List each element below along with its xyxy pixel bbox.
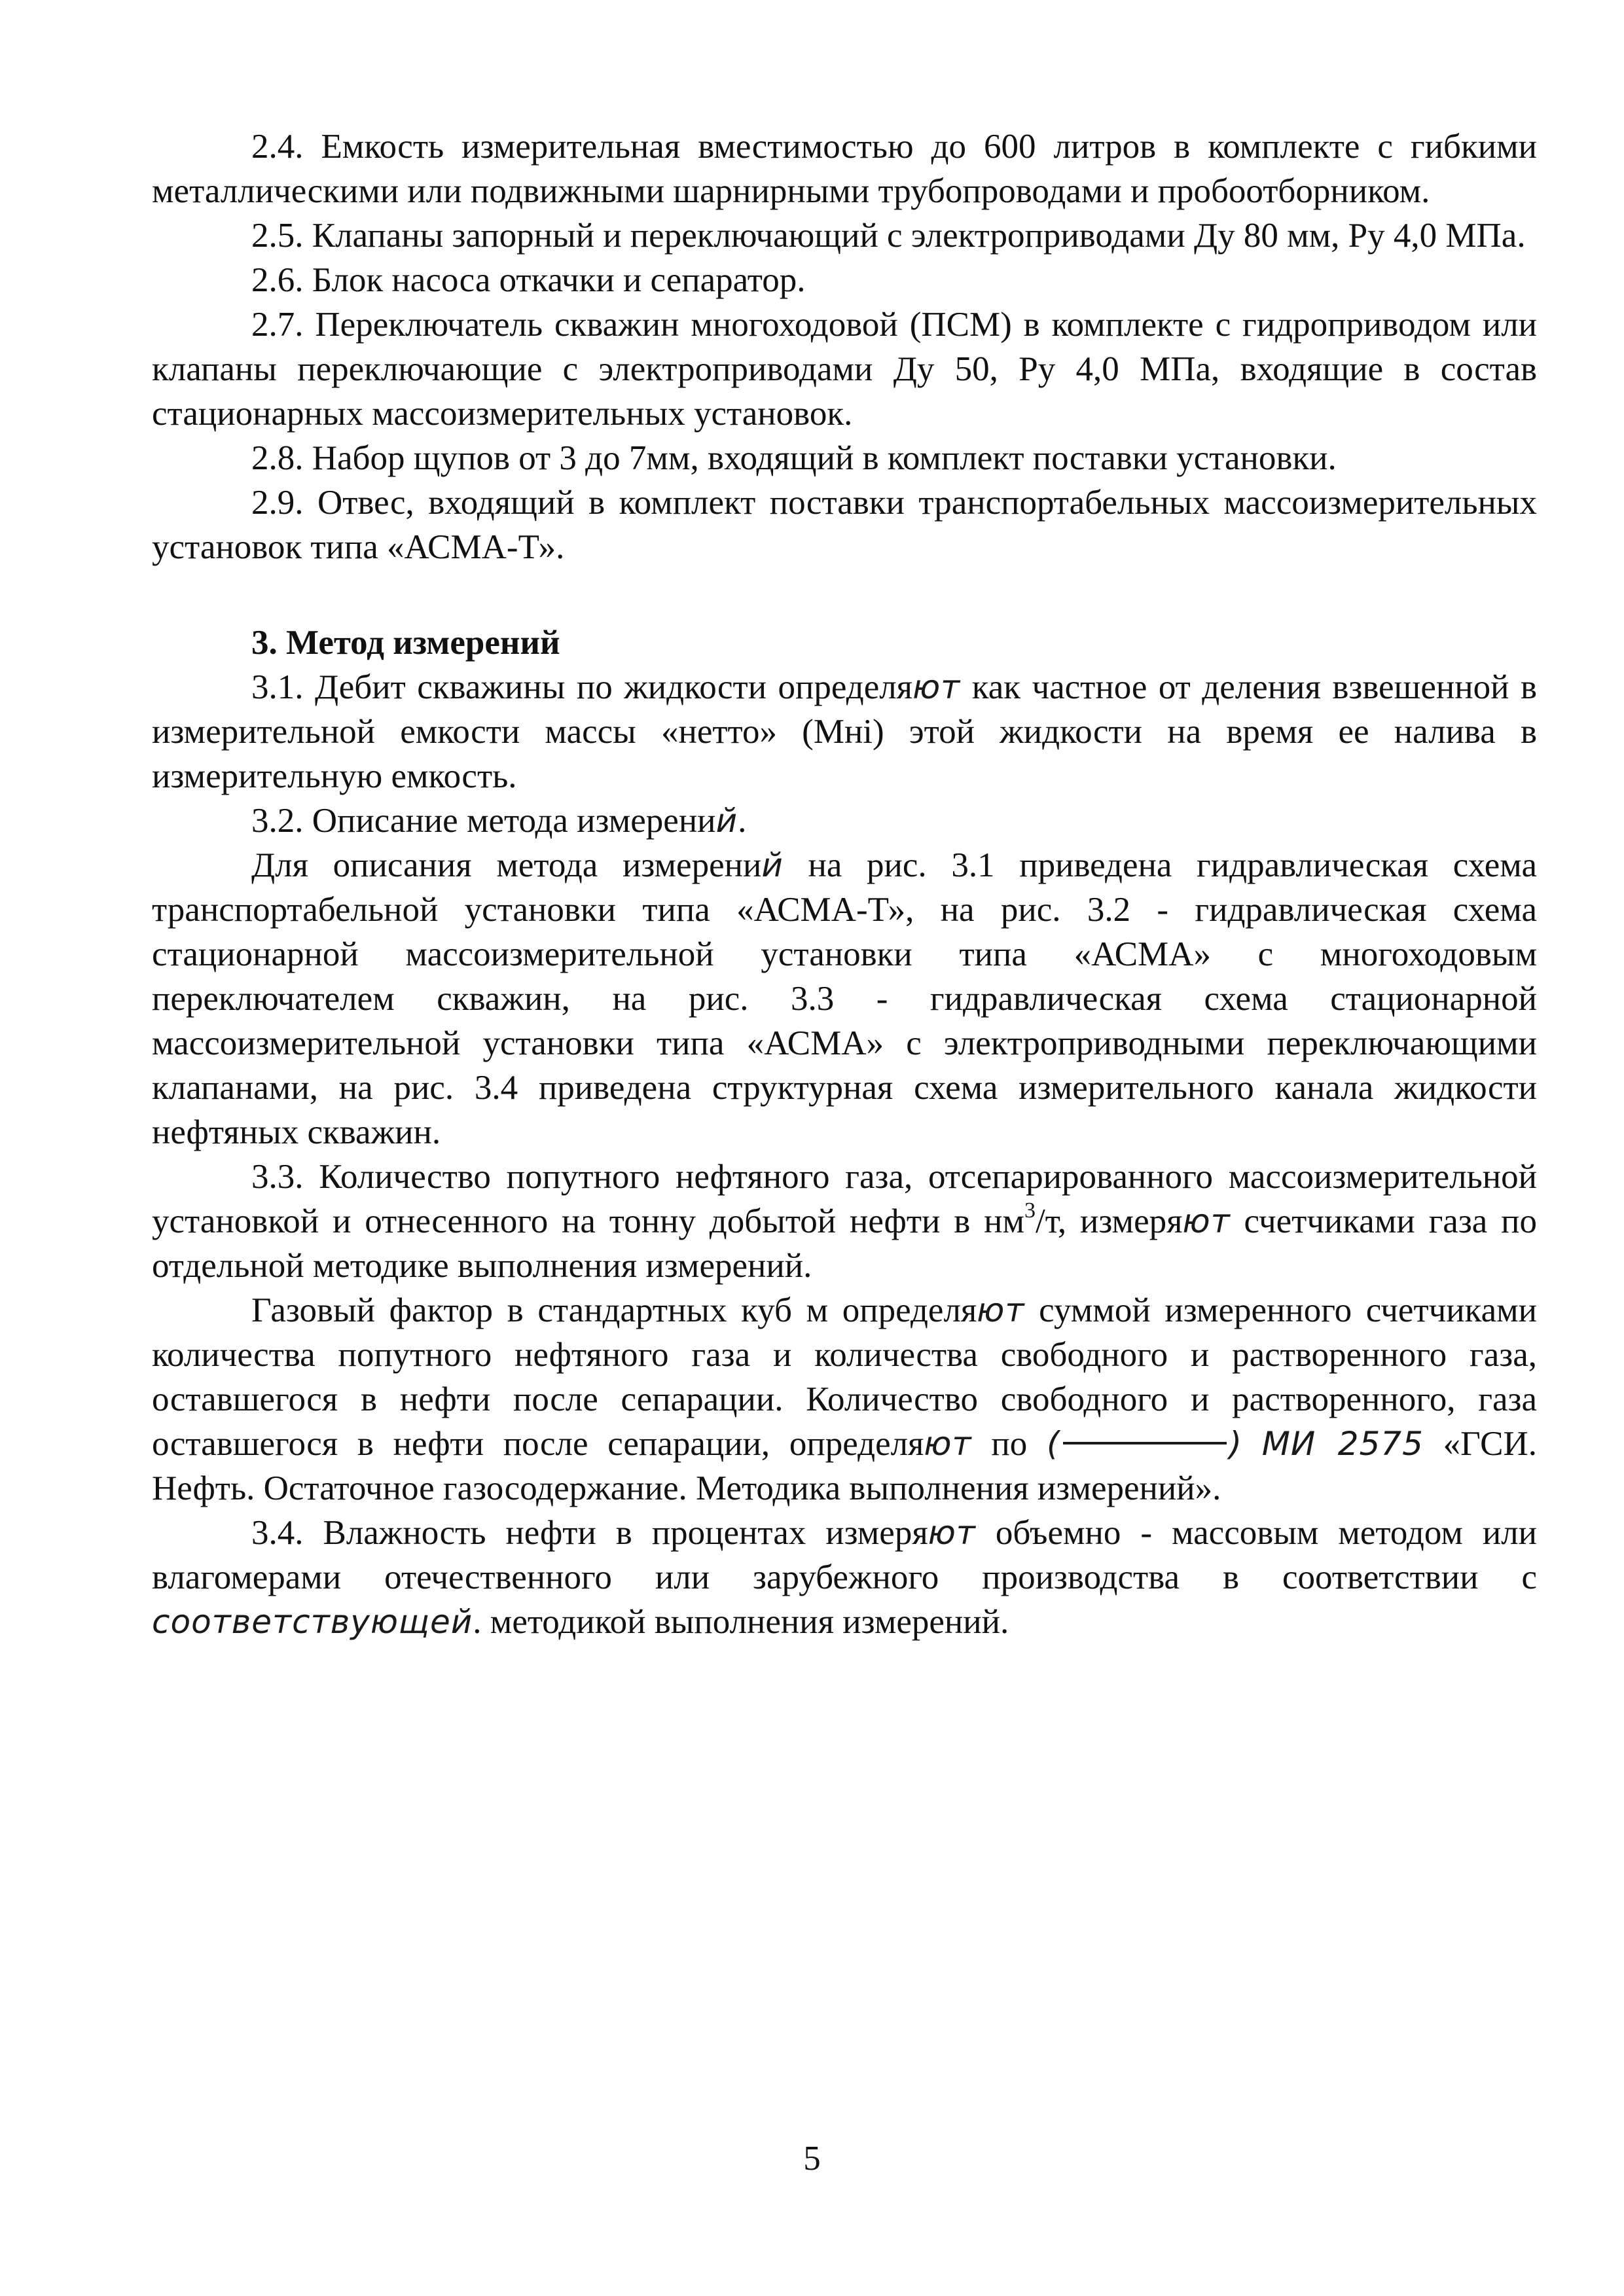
handwritten-correction: ют (977, 1291, 1025, 1329)
handwritten-bracket-open: ( (1046, 1425, 1060, 1463)
paragraph-3-2 (152, 798, 1537, 843)
text-run: Газовый фактор в стандартных куб м определя (251, 1291, 977, 1329)
text-run: 3.3. Количество попутного нефтяного газа, отсепарированного массоизмерительной установкой и отнесенного на тонну добытой нефти в нм (152, 1158, 1537, 1240)
list-item-2-9: 2.9. Отвес, входящий в комплект поставки транспортабельных массоизмерительных установок типа «АСМА-Т». (152, 484, 1537, 566)
paragraph-3-3 (152, 1155, 1537, 1288)
text-run: на рис. 3.1 приведена гидравлическая схема транспортабельной установки типа «АСМА-Т», на рис. 3.2 - гидравлическая схема стационарной массоизмерительной установки типа «АСМА» с многоходовым переключателем скважин, на рис. 3.3 - гидравлическая схема стационарной массоизмерительной установки типа «АСМА» с электроприводными переключающими клапанами, на рис. 3.4 приведена структурная схема измерительного канала жидкости нефтяных скважин. (152, 846, 1538, 1151)
handwritten-correction: соответствующей (152, 1603, 473, 1641)
text-run: по (971, 1425, 1047, 1463)
text-run: «ГСИ. Нефть. Остаточное газосодержание. Методика выполнения измерений». (152, 1425, 1537, 1507)
text-run: счетчиками газа по отдельной методике выполнения измерений. (152, 1202, 1537, 1285)
handwritten-correction: й (761, 846, 784, 884)
paragraph-3-4 (152, 1511, 1537, 1644)
paragraph-3-1 (152, 665, 1537, 798)
paragraph-gas-factor (152, 1288, 1537, 1511)
handwritten-correction: ют (928, 1514, 976, 1552)
page-body (152, 124, 1537, 1644)
list-item-2-4: 2.4. Емкость измерительная вместимостью до 600 литров в комплекте с гибкими металлическими или подвижными шарнирными трубопроводами и пробоотборником. (152, 128, 1537, 210)
text-run: суммой измеренного счетчиками количества попутного нефтяного газа и количества свободного и растворенного газа, оставшегося в нефти после сепарации. Количество свободного и растворенного, газа оставшегося в нефти после сепарации, определя (152, 1291, 1537, 1463)
section-heading: 3. Метод измерений (251, 624, 560, 662)
handwritten-bracket-close: ) (1229, 1425, 1243, 1463)
text-run: . (738, 802, 747, 840)
list-item-2-8: 2.8. Набор щупов от 3 до 7мм, входящий в комплект поставки установки. (251, 439, 1337, 477)
text-run: . методикой выполнения измерений. (473, 1603, 1009, 1641)
list-item-2-5: 2.5. Клапаны запорный и переключающий с электроприводами Ду 80 мм, Ру 4,0 МПа. (251, 217, 1526, 255)
text-run: как частное от деления взвешенной в измерительной емкости массы «нетто» (Мні) этой жидкости на время ее налива в измерительную емкость. (152, 668, 1537, 795)
list-item-2-6: 2.6. Блок насоса откачки и сепаратор. (251, 261, 806, 299)
list-item-2-7: 2.7. Переключатель скважин многоходовой (ПСМ) в комплекте с гидроприводом или клапаны переключающие с электроприводами Ду 50, Ру 4,0 МПа, входящие в состав стационарных массоизмерительных установок. (152, 306, 1537, 433)
text-run: объемно - массовым методом или влагомерами отечественного или зарубежного производства в соответствии с (152, 1514, 1538, 1596)
handwritten-correction: ют (1182, 1202, 1231, 1240)
text-run: 3.2. Описание метода измерени (251, 802, 716, 840)
handwritten-method-code: МИ 2575 (1261, 1425, 1424, 1463)
superscript: 3 (1024, 1198, 1036, 1223)
paragraph-3-2-description (152, 843, 1537, 1155)
text-run: 3.4. Влажность нефти в процентах измеря (251, 1514, 928, 1552)
text-run: /т, измеря (1036, 1202, 1183, 1240)
handwritten-strike-line (1063, 1442, 1227, 1444)
handwritten-correction: й (715, 802, 738, 840)
text-run: 3.1. Дебит скважины по жидкости определя (251, 668, 913, 706)
handwritten-correction: ют (924, 1425, 972, 1463)
text-run: Для описания метода измерени (251, 846, 762, 884)
handwritten-correction: ют (912, 668, 961, 706)
page-number: 5 (803, 2140, 821, 2178)
